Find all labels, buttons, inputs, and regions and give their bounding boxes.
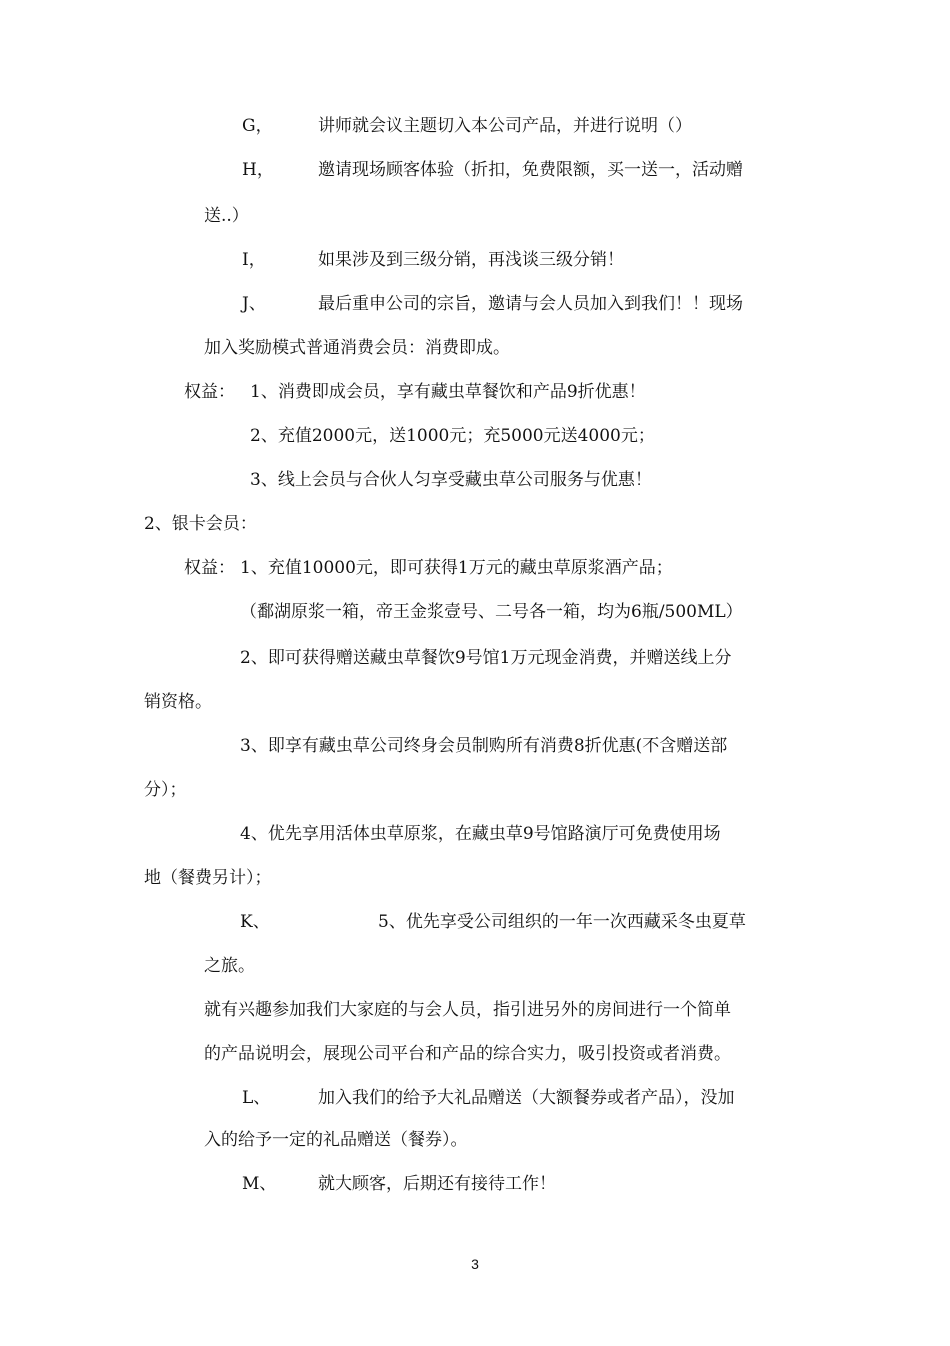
item-j-cont: 加入奖励模式普通消费会员：消费即成。 <box>204 338 510 358</box>
silver-right-4-cont: 地（餐费另计）； <box>144 868 272 888</box>
rights-2: 2、充值2000元，送1000元；充5000元送4000元； <box>250 426 655 446</box>
para-1-cont: 的产品说明会，展现公司平台和产品的综合实力，吸引投资或者消费。 <box>204 1044 731 1064</box>
para-1: 就有兴趣参加我们大家庭的与会人员，指引进另外的房间进行一个简单 <box>204 1000 731 1020</box>
silver-right-1-note: （鄱湖原浆一箱，帝王金浆壹号、二号各一箱，均为6瓶/500ML） <box>240 602 743 622</box>
item-k-text: 5、优先享受公司组织的一年一次西藏采冬虫夏草 <box>378 912 746 932</box>
item-k-tag: K、 <box>240 912 270 932</box>
silver-right-3: 3、即享有藏虫草公司终身会员制购所有消费8折优惠(不含赠送部 <box>240 736 728 756</box>
rights-label: 权益： <box>184 382 235 402</box>
item-g-text: 讲师就会议主题切入本公司产品，并进行说明（） <box>318 116 692 136</box>
item-h-cont: 送..） <box>204 206 249 226</box>
silver-right-3-cont: 分）； <box>144 780 187 800</box>
rights-1: 1、消费即成会员，享有藏虫草餐饮和产品9折优惠！ <box>250 382 646 402</box>
rights-3: 3、线上会员与合伙人匀享受藏虫草公司服务与优惠！ <box>250 470 652 490</box>
item-i-text: 如果涉及到三级分销，再浅谈三级分销！ <box>318 250 624 270</box>
item-k-cont: 之旅。 <box>204 956 255 976</box>
silver-right-1: 1、充值10000元，即可获得1万元的藏虫草原浆酒产品； <box>240 558 673 578</box>
silver-right-4: 4、优先享用活体虫草原浆，在藏虫草9号馆路演厅可免费使用场 <box>240 824 721 844</box>
item-l-text: 加入我们的给予大礼品赠送（大额餐券或者产品），没加 <box>318 1088 735 1108</box>
silver-title: 2、银卡会员： <box>144 514 257 534</box>
silver-right-2-cont: 销资格。 <box>144 692 212 712</box>
item-m-tag: M、 <box>242 1174 277 1194</box>
item-l-cont: 入的给予一定的礼品赠送（餐券）。 <box>204 1130 468 1150</box>
item-m-text: 就大顾客，后期还有接待工作！ <box>318 1174 556 1194</box>
page-number: 3 <box>471 1256 479 1272</box>
silver-right-2: 2、即可获得赠送藏虫草餐饮9号馆1万元现金消费，并赠送线上分 <box>240 648 732 668</box>
item-i-tag: I， <box>242 250 266 270</box>
item-j-tag: J、 <box>242 294 266 314</box>
item-h-tag: H， <box>242 160 274 180</box>
item-h-text: 邀请现场顾客体验（折扣，免费限额，买一送一，活动赠 <box>318 160 743 180</box>
silver-rights-label: 权益： <box>184 558 235 578</box>
item-j-text: 最后重申公司的宗旨，邀请与会人员加入到我们！！现场 <box>318 294 743 314</box>
item-l-tag: L、 <box>242 1088 271 1108</box>
item-g-tag: G， <box>242 116 273 136</box>
